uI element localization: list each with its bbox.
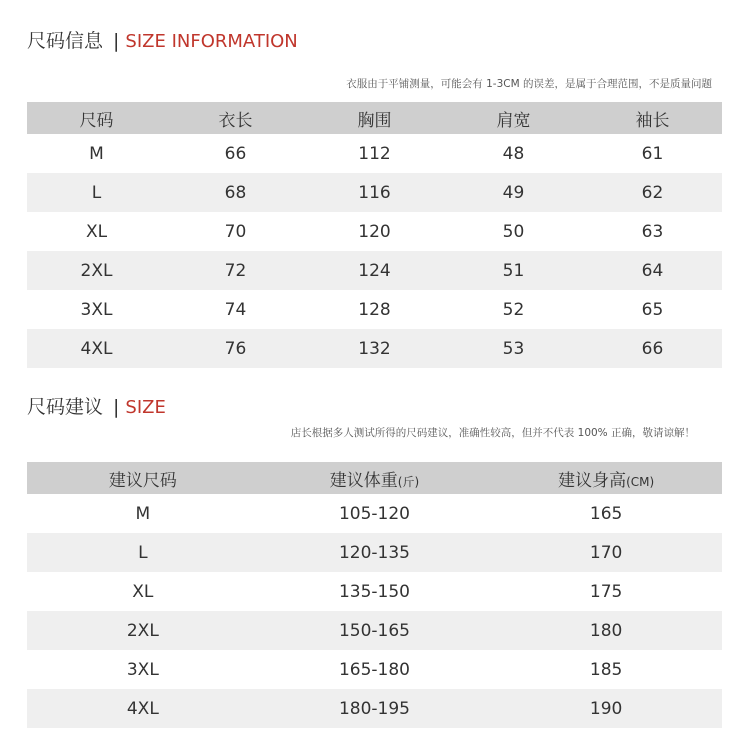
table-header-row xyxy=(27,462,722,494)
table-cell: 70 xyxy=(224,221,247,242)
size-information-title-en: SIZE INFORMATION xyxy=(125,31,298,52)
table-cell: 135-150 xyxy=(338,581,410,602)
table-cell: 165 xyxy=(589,503,623,524)
table-cell: 65 xyxy=(641,299,664,320)
table-cell: 66 xyxy=(583,329,722,368)
column-header: 肩宽 xyxy=(444,102,583,134)
table-cell: 72 xyxy=(166,251,305,290)
table-cell: 4XL xyxy=(27,689,259,728)
table-row xyxy=(27,650,722,689)
size-information-table xyxy=(27,102,722,368)
table-cell: 3XL xyxy=(126,659,159,680)
table-cell: 4XL xyxy=(27,329,166,368)
table-cell: 3XL xyxy=(80,299,113,320)
table-cell: M xyxy=(135,503,151,524)
table-cell: 112 xyxy=(358,143,391,164)
table-cell: 105-120 xyxy=(338,503,410,524)
table-cell: 61 xyxy=(641,143,664,164)
table-cell: 185 xyxy=(589,659,623,680)
table-cell: 63 xyxy=(641,221,664,242)
title-separator: | xyxy=(113,30,120,52)
table-row xyxy=(27,572,722,611)
table-cell: 180-195 xyxy=(259,689,491,728)
size-advice-title-cn: 尺码建议 xyxy=(27,396,104,418)
column-header xyxy=(259,462,491,494)
table-cell: 76 xyxy=(166,329,305,368)
size-information-title xyxy=(27,26,298,53)
table-cell: 116 xyxy=(305,173,444,212)
table-cell: 128 xyxy=(358,299,391,320)
size-advice-table xyxy=(27,462,722,728)
measurement-note: 衣服由于平铺测量，可能会有 1-3CM 的误差，是属于合理范围，不是质量问题 xyxy=(346,78,712,90)
table-cell: L xyxy=(27,173,166,212)
table-cell: 62 xyxy=(583,173,722,212)
table-cell: 150-165 xyxy=(259,611,491,650)
table-cell: XL xyxy=(85,221,108,242)
table-row xyxy=(27,689,722,728)
column-header: 尺码 xyxy=(27,102,166,134)
column-header: 衣长 xyxy=(166,102,305,134)
column-header-label: 建议身高 xyxy=(558,470,627,491)
table-row xyxy=(27,212,722,251)
table-cell: XL xyxy=(132,581,154,602)
title-separator: | xyxy=(113,396,120,418)
table-cell: 2XL xyxy=(27,251,166,290)
table-cell: 170 xyxy=(490,533,722,572)
column-header-label: 建议尺码 xyxy=(108,470,177,491)
table-cell: 49 xyxy=(444,173,583,212)
column-header-unit: (斤) xyxy=(397,474,420,489)
column-header: 胸围 xyxy=(305,102,444,134)
column-header: 袖长 xyxy=(583,102,722,134)
table-row xyxy=(27,494,722,533)
table-header-row xyxy=(27,102,722,134)
column-header-label: 建议体重 xyxy=(329,470,398,491)
table-row xyxy=(27,329,722,368)
table-cell: 74 xyxy=(224,299,247,320)
table-cell: 124 xyxy=(305,251,444,290)
table-row xyxy=(27,611,722,650)
table-cell: 190 xyxy=(490,689,722,728)
table-cell: M xyxy=(89,143,104,164)
size-information-title-cn: 尺码信息 xyxy=(27,30,104,52)
table-cell: 68 xyxy=(166,173,305,212)
advice-note: 店长根据多人测试所得的尺码建议，准确性较高，但并不代表 100% 正确，敬请谅解！ xyxy=(290,427,695,439)
size-advice-title-en: SIZE xyxy=(125,397,166,418)
size-advice-title xyxy=(27,392,166,419)
table-cell: L xyxy=(27,533,259,572)
table-cell: 50 xyxy=(502,221,525,242)
table-cell: 64 xyxy=(583,251,722,290)
column-header xyxy=(490,462,722,494)
table-row xyxy=(27,290,722,329)
table-cell: 132 xyxy=(305,329,444,368)
table-cell: 52 xyxy=(502,299,525,320)
column-header xyxy=(27,462,259,494)
table-row xyxy=(27,251,722,290)
column-header-unit: (CM) xyxy=(626,474,655,489)
table-cell: 53 xyxy=(444,329,583,368)
table-cell: 51 xyxy=(444,251,583,290)
table-row xyxy=(27,533,722,572)
table-cell: 2XL xyxy=(27,611,259,650)
table-row xyxy=(27,134,722,173)
table-cell: 165-180 xyxy=(338,659,410,680)
table-cell: 120 xyxy=(358,221,391,242)
table-cell: 48 xyxy=(502,143,525,164)
table-cell: 175 xyxy=(589,581,623,602)
table-cell: 66 xyxy=(224,143,247,164)
table-cell: 120-135 xyxy=(259,533,491,572)
table-cell: 180 xyxy=(490,611,722,650)
table-row xyxy=(27,173,722,212)
